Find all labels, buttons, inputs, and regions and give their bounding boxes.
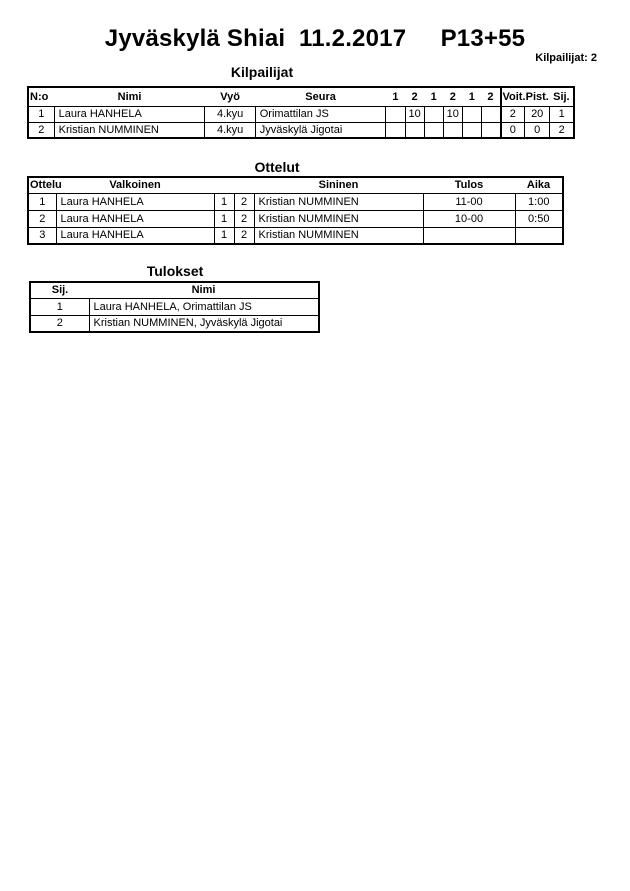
cell-sininen: Kristian NUMMINEN: [254, 193, 423, 210]
col-header-tulos: Tulos: [423, 177, 515, 193]
cell-no: 2: [28, 122, 54, 138]
tulokset-table: [29, 281, 320, 333]
cell-tulos: [423, 227, 515, 244]
col-header-score-4: 2: [443, 87, 462, 106]
col-header-sij: Sij.: [30, 282, 89, 298]
kilpailijat-section-heading: Kilpailijat: [230, 64, 294, 80]
cell-voit: 0: [501, 122, 525, 138]
kilpailijat-row: [28, 122, 574, 138]
cell-seura: Jyväskylä Jigotai: [255, 122, 386, 138]
col-header-spacer-2: [234, 177, 254, 193]
competitors-count-label: Kilpailijat: 2: [535, 52, 597, 64]
cell-nimi: Laura HANHELA, Orimattilan JS: [89, 298, 319, 315]
cell-sij: 1: [550, 106, 574, 122]
col-header-voit: Voit.: [501, 87, 525, 106]
col-header-score-1: 1: [386, 87, 405, 106]
col-header-aika: Aika: [515, 177, 563, 193]
ottelut-table: [27, 176, 564, 245]
tulokset-header-row: [30, 282, 319, 298]
cell-aika: 1:00: [515, 193, 563, 210]
ottelut-row: [28, 227, 563, 244]
cell-white-num: 1: [214, 193, 234, 210]
cell-white-num: 1: [214, 227, 234, 244]
col-header-score-2: 2: [405, 87, 424, 106]
col-header-vyo: Vyö: [205, 87, 255, 106]
kilpailijat-table: [27, 86, 575, 139]
cell-blue-num: 2: [234, 193, 254, 210]
cell-aika: 0:50: [515, 210, 563, 227]
col-header-no: N:o: [28, 87, 54, 106]
cell-no: 1: [28, 106, 54, 122]
cell-score: [424, 122, 443, 138]
ottelut-header-row: [28, 177, 563, 193]
kilpailijat-row: [28, 106, 574, 122]
cell-nimi: Kristian NUMMINEN, Jyväskylä Jigotai: [89, 315, 319, 332]
cell-score: [462, 106, 481, 122]
cell-match-no: 2: [28, 210, 56, 227]
cell-valkoinen: Laura HANHELA: [56, 193, 214, 210]
cell-tulos: 11-00: [423, 193, 515, 210]
cell-nimi: Kristian NUMMINEN: [54, 122, 205, 138]
col-header-sininen: Sininen: [254, 177, 423, 193]
cell-voit: 2: [501, 106, 525, 122]
col-header-nimi: Nimi: [89, 282, 319, 298]
cell-match-no: 3: [28, 227, 56, 244]
cell-score: [462, 122, 481, 138]
cell-sij: 1: [30, 298, 89, 315]
cell-white-num: 1: [214, 210, 234, 227]
cell-pist: 20: [525, 106, 550, 122]
col-header-nimi: Nimi: [54, 87, 205, 106]
cell-valkoinen: Laura HANHELA: [56, 227, 214, 244]
cell-sininen: Kristian NUMMINEN: [254, 227, 423, 244]
col-header-sij: Sij.: [550, 87, 574, 106]
cell-sininen: Kristian NUMMINEN: [254, 210, 423, 227]
tulokset-section-heading: Tulokset: [146, 263, 204, 279]
cell-blue-num: 2: [234, 227, 254, 244]
tulokset-row: [30, 315, 319, 332]
page-title: Jyväskylä Shiai 11.2.2017 P13+55: [104, 25, 526, 52]
cell-vyo: 4.kyu: [205, 106, 255, 122]
ottelut-row: [28, 193, 563, 210]
cell-score: [386, 122, 405, 138]
ottelut-row: [28, 210, 563, 227]
cell-tulos: 10-00: [423, 210, 515, 227]
cell-match-no: 1: [28, 193, 56, 210]
col-header-seura: Seura: [255, 87, 386, 106]
cell-aika: [515, 227, 563, 244]
cell-vyo: 4.kyu: [205, 122, 255, 138]
cell-valkoinen: Laura HANHELA: [56, 210, 214, 227]
col-header-pist: Pist.: [525, 87, 550, 106]
col-header-valkoinen: Valkoinen: [56, 177, 214, 193]
cell-score: 10: [405, 106, 424, 122]
cell-pist: 0: [525, 122, 550, 138]
col-header-score-3: 1: [424, 87, 443, 106]
cell-score: [405, 122, 424, 138]
kilpailijat-header-row: [28, 87, 574, 106]
cell-score: [424, 106, 443, 122]
cell-blue-num: 2: [234, 210, 254, 227]
cell-score: [443, 122, 462, 138]
col-header-ottelu: Ottelu: [28, 177, 56, 193]
cell-sij: 2: [550, 122, 574, 138]
cell-score: [386, 106, 405, 122]
cell-nimi: Laura HANHELA: [54, 106, 205, 122]
col-header-score-5: 1: [462, 87, 481, 106]
col-header-spacer-1: [214, 177, 234, 193]
tulokset-row: [30, 298, 319, 315]
cell-seura: Orimattilan JS: [255, 106, 386, 122]
ottelut-section-heading: Ottelut: [254, 159, 300, 175]
cell-score: [481, 106, 500, 122]
cell-score: 10: [443, 106, 462, 122]
col-header-score-6: 2: [481, 87, 500, 106]
cell-score: [481, 122, 500, 138]
cell-sij: 2: [30, 315, 89, 332]
